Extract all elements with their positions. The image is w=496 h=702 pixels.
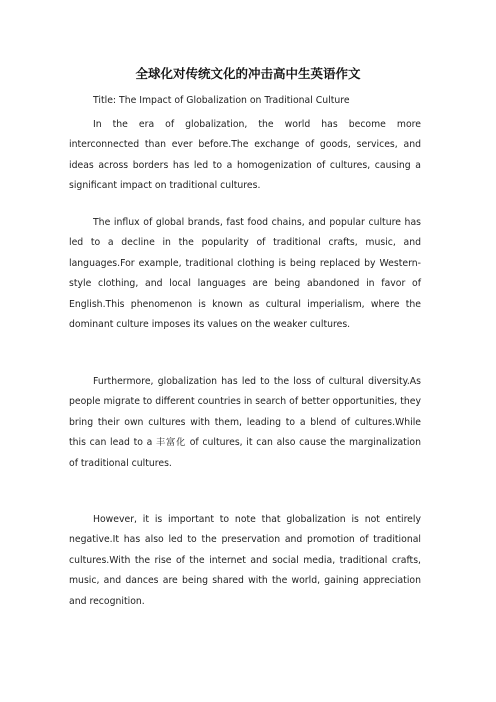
paragraph: In the era of globalization, the world has become more interconnected than ever before.The exchange of goods, services, and ideas across borders has led to a homogenization of cultures, causing a significant impact on traditional cultures. [69,119,421,192]
document-title: 全球化对传统文化的冲击高中生英语作文 [135,66,361,81]
paragraph: However, it is important to note that globalization is not entirely negative.It has also led to the preservation and promotion of traditional cultures.With the rise of the internet and social media, traditional crafts, music, and dances are being shared with the world, gaining appreciation and recognition. [69,514,421,607]
paragraph: Furthermore, globalization has led to the loss of cultural diversity.As people migrate to different countries in search of better opportunities, they bring their own cultures with them, leading to a blend of cultures.While this can lead to a 丰富化 of cultures, it can also cause the marginalization of traditional cultures. [69,376,421,469]
paragraph: The influx of global brands, fast food chains, and popular culture has led to a decline in the popularity of traditional crafts, music, and languages.For example, traditional clothing is being replaced by Western-style clothing, and local languages are being abandoned in favor of English.This phenomenon is known as cultural imperialism, where the dominant culture imposes its values on the weaker cultures. [69,217,421,331]
essay-title-line: Title: The Impact of Globalization on Traditional Culture [93,95,350,106]
